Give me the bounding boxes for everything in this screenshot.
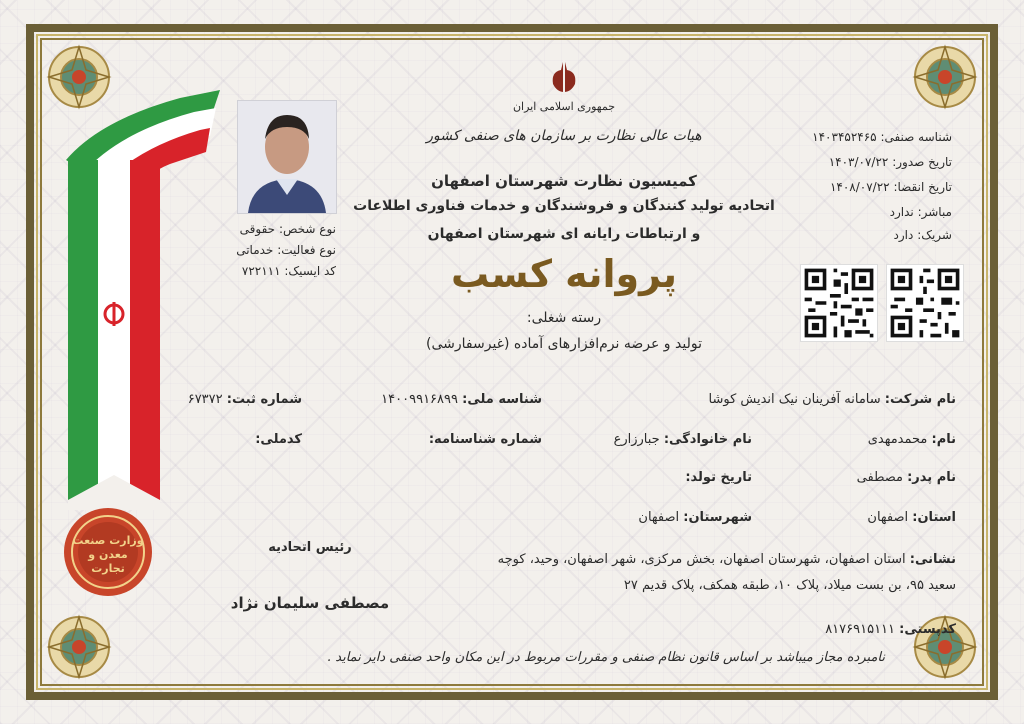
family-label: نام خانوادگی: (663, 432, 752, 447)
activity-type-label: نوع فعالیت: (277, 243, 336, 257)
address-line1: استان اصفهان، شهرستان اصفهان، بخش مرکزی، شهر اصفهان، وحید، کوچه (497, 552, 906, 567)
union-line2: و ارتباطات رایانه ای شهرستان اصفهان (427, 226, 701, 242)
company-value: سامانه آفرینان نیک اندیش کوشا (708, 392, 881, 407)
national-id-field (381, 392, 542, 407)
qr-code-icon (886, 264, 964, 342)
city-label: شهرستان: (683, 510, 752, 525)
family-field (614, 432, 752, 447)
qr-code-icon (800, 264, 878, 342)
province-value: اصفهان (867, 510, 909, 525)
corner-ornament-top-right (908, 40, 982, 114)
activity-type-value: خدماتی (236, 243, 274, 257)
person-photo-icon (238, 101, 336, 213)
person-type-value: حقوقی (239, 222, 276, 236)
address-field (498, 552, 956, 567)
province-field (867, 510, 956, 525)
id-no-label: شماره شناسنامه: (428, 432, 542, 447)
address-label: نشانی: (909, 552, 956, 567)
person-type-label: نوع شخص: (278, 222, 336, 236)
direct-status (890, 205, 952, 219)
board-text: هیات عالی نظارت بر سازمان های صنفی کشور (426, 128, 702, 144)
father-label: نام پدر: (907, 470, 956, 485)
issue-date-value: ۱۴۰۳/۰۷/۲۲ (828, 155, 889, 169)
guild-id-value: ۱۴۰۳۴۵۲۴۶۵ (812, 130, 877, 144)
guild-id-label: شناسه صنفی: (880, 130, 952, 144)
republic-text: جمهوری اسلامی ایران (512, 100, 616, 113)
signature-name: مصطفی سلیمان نژاد (230, 594, 390, 612)
company-label: نام شرکت: (884, 392, 956, 407)
postal-label: کدپستی: (899, 622, 956, 637)
issue-date (829, 155, 952, 169)
license-title: پروانه کسب (450, 252, 678, 296)
father-value: مصطفی (856, 470, 903, 485)
guild-id (812, 130, 952, 144)
category-value: تولید و عرضه نرم‌افزارهای آماده (غیرسفارشی) (426, 336, 702, 352)
isic-value: ۷۲۲۱۱۱ (241, 264, 281, 278)
expire-date-label: تاریخ انقضا: (893, 180, 952, 194)
category-label: رسته شغلی: (526, 310, 602, 326)
partner-status (894, 228, 952, 242)
province-label: استان: (912, 510, 956, 525)
issue-date-label: تاریخ صدور: (892, 155, 952, 169)
postal-field (825, 622, 956, 637)
national-id-label: شناسه ملی: (462, 392, 542, 407)
family-value: جبارزارع (613, 432, 660, 447)
isic-label: کد ایسیک: (284, 264, 336, 278)
melli-label: کدملی: (255, 432, 302, 447)
melli-field (255, 432, 302, 447)
direct-label: مباشر: (917, 205, 952, 219)
flag-ribbon (60, 80, 240, 520)
partner-value: دارد (893, 228, 914, 242)
footer-note: نامبرده مجاز میباشد بر اساس قانون نظام صنفی و مقررات مربوط در این مکان واحد صنفی دایر نماید . (327, 650, 885, 665)
city-value: اصفهان (638, 510, 680, 525)
company-field (709, 392, 956, 407)
iran-emblem-icon (543, 54, 585, 96)
expire-date (830, 180, 952, 194)
id-no-field (429, 432, 542, 447)
reg-no-label: شماره ثبت: (226, 392, 302, 407)
seal-text: وزارت صنعت معدن و تجارت (72, 534, 144, 575)
reg-no-value: ۶۷۳۷۲ (187, 392, 223, 407)
father-field (857, 470, 956, 485)
direct-value: ندارد (889, 205, 914, 219)
applicant-photo (237, 100, 337, 214)
commission-text: کمیسیون نظارت شهرستان اصفهان (431, 172, 697, 190)
name-label: نام: (931, 432, 956, 447)
corner-ornament-bottom-left (42, 610, 116, 684)
activity-type (200, 243, 336, 257)
name-field (868, 432, 956, 447)
person-type (200, 222, 336, 236)
reg-no-field (188, 392, 302, 407)
isic-code (200, 264, 336, 278)
partner-label: شریک: (917, 228, 952, 242)
union-line1: اتحادیه تولید کنندگان و فروشندگان و خدمات فناوری اطلاعات (353, 198, 775, 214)
city-field (638, 510, 752, 525)
expire-date-value: ۱۴۰۸/۰۷/۲۲ (829, 180, 890, 194)
national-id-value: ۱۴۰۰۹۹۱۶۸۹۹ (381, 392, 458, 407)
postal-value: ۸۱۷۶۹۱۵۱۱۱ (825, 622, 896, 637)
address-line2: سعید ۹۵، بن بست میلاد، پلاک ۱۰، طبقه همکف، پلاک قدیم ۲۷ (623, 578, 956, 593)
name-value: محمدمهدی (867, 432, 928, 447)
birth-label: تاریخ تولد: (685, 470, 752, 485)
signature-role: رئیس اتحادیه (268, 540, 352, 555)
birth-field (685, 470, 752, 485)
